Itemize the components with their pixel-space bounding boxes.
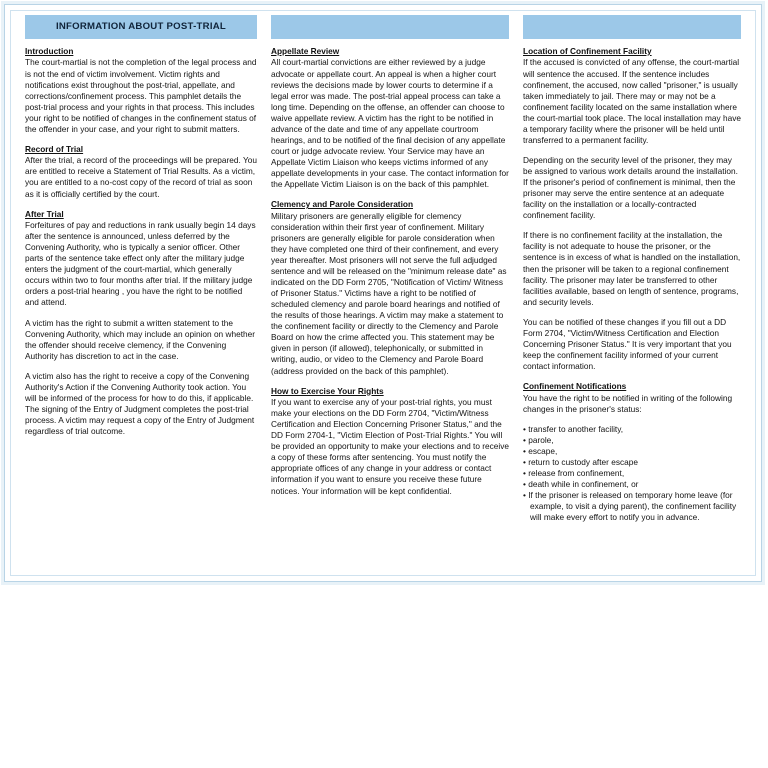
banner-column-2 [271,15,509,39]
list-item: • transfer to another facility, [523,424,741,435]
banner-column-3 [523,15,741,39]
column-post-trial-information [17,15,267,569]
section-clemency-and-parole-consideration [271,199,509,376]
pamphlet-inner-frame [10,10,756,576]
section-after-trial [25,209,257,438]
list-item: • release from confinement, [523,468,741,479]
section-paragraph: If there is no confinement facility at the installation, the facility is not adequate to house the prisoner, or the sentence is in excess of what is handled on the installation, then the prisoner will be taken to a regional confinement facility. The prisoner may later be transferred to other facilities available, based on length of sentence, programs, and security levels. [523,230,741,307]
banner-column-1 [25,15,257,39]
section-paragraph: If the accused is convicted of any offense, the court-martial will sentence the accused. If the sentence includes confinement, the accused, now called "prisoner," is usually taken immediately to jail. There may or may not be a confinement facility located on the same installation where the court-martial took place. The local installation may have a temporary facility where the prisoner will be held until transferred to a permanent facility. [523,57,741,145]
section-paragraph: Depending on the security level of the prisoner, they may be assigned to various work details around the installation. If the prisoner's period of confinement is minimal, then the prisoner may serve the entire sentence at an adequate facility on the installation or a locally-contracted confinement facility. [523,154,738,221]
section-how-to-exercise-your-rights [271,386,509,497]
section-paragraph: You have the right to be notified in writing of the following changes in the prisoner's status: [523,392,733,414]
pamphlet-page-frame [4,4,762,582]
column-appellate-and-clemency [267,15,519,569]
section-heading-after-trial: After Trial [25,208,64,219]
pamphlet-columns [11,11,755,575]
confinement-notifications-list [523,424,741,524]
section-record-of-trial [25,144,257,200]
section-heading-confinement-notifications: Confinement Notifications [523,381,627,392]
section-location-of-confinement-facility [523,46,741,372]
section-paragraph: The court-martial is not the completion of the legal process and is not the end of victim involvement. Victim rights and notifications exist throughout the post-trial, appellate, and corrections/confinement process. This pamphlet details the post-trial process and your rights in that process. This includes your right to be notified of changes in the confinement status of the offender in your case, and your right to submit matters. [25,57,257,134]
section-paragraph: A victim also has the right to receive a copy of the Convening Authority's Action if the Convening Authority took action. You will be informed of the process for how to do this, if applicable. The signing of the Entry of Judgment completes the post-trial process. A victim may request a copy of the Entry of Judgment regardless of trial outcome. [25,370,255,437]
section-appellate-review [271,46,509,190]
list-item: • If the prisoner is released on temporary home leave (for example, to visit a dying parent), the confinement facility will make every effort to notify you in advance. [523,490,741,523]
column-confinement [519,15,749,569]
section-paragraph: You can be notified of these changes if you fill out a DD Form 2704, "Victim/Witness Certification and Election Concerning Prisoner Status." It is very important that you keep the confinement facility informed of your current contact information. [523,316,732,371]
section-introduction [25,46,257,135]
section-paragraph: All court-martial convictions are either reviewed by a judge advocate or appellate court. An appeal is when a higher court reviews the decisions made by lower courts to determine if a legal error was made. The post-trial appeal process can take a long time. Depending on the offense, an offender can choose to waive appellate review. A victim has the right to be notified in advance of the date and time of any appellate courtroom hearings, and to be notified of the final decision of any appellate court or judge advocate review. Your Service may have an Appellate Victim Liaison who keeps victims informed of any appellate developments in your case. The contact information for the Appellate Victim Liaison is on the back of this pamphlet. [271,57,509,190]
section-heading-how-to-exercise-your-rights: How to Exercise Your Rights [271,385,384,396]
section-heading-clemency-and-parole: Clemency and Parole Consideration [271,199,414,210]
section-paragraph: If you want to exercise any of your post-trial rights, you must make your elections on the DD Form 2704, "Victim/Witness Certification and Election Concerning Prisoner Status," and the DD Form 2704-1, "Victim Election of Post-Trial Rights." You will be provided an opportunity to make your elections and to receive a copy of these forms after sentencing. You must notify the appropriate offices of any change in your address or contact information if you want to ensure you receive these future notices. Your information will be kept confidential. [271,397,509,496]
section-heading-location-of-confinement-facility: Location of Confinement Facility [523,46,652,56]
section-paragraph: Military prisoners are generally eligible for clemency consideration within their first year of confinement. Military prisoners are generally eligible for parole consideration when they have completed one third of their confinement, and every year thereafter. Most prisoners will not serve the full adjudged sentence and will be released on the "minimum release date" as indicated on the DD Form 2705, "Notification of Victim/ Witness of Prisoner Status." Victims have a right to be notified of scheduled clemency and parole board hearings and notified of the results of those hearings. A victim may make a statement to the confinement facility or directly to the Clemency and Parole Board on how the crime affected you. This statement may be given in person (if allowed), telephonically, or submitted in writing, audio, or video to the Clemency and Parole Board (address provided on the back of this pamphlet). [271,210,507,376]
section-paragraph: After the trial, a record of the proceedings will be prepared. You are entitled to receive a Statement of Trial Results. As a victim, you are entitled to a no-cost copy of the record of trial as soon as it is officially certified by the court. [25,155,257,199]
list-item: • return to custody after escape [523,457,741,468]
list-item: • escape, [523,446,741,457]
section-paragraph: Forfeitures of pay and reductions in rank usually begin 14 days after the sentence is announced, unless deferred by the Convening Authority, who is typically a senior officer. Other parts of the sentence take effect only after the military judge enters the judgment of the court-martial, which generally occurs within two to four months after trial. If the military judge orders a post-trial hearing , you have the right to be notified and attend. [25,220,256,308]
section-heading-record-of-trial: Record of Trial [25,143,84,154]
section-confinement-notifications [523,381,741,523]
section-heading-introduction: Introduction [25,46,74,56]
list-item: • parole, [523,435,741,446]
list-item: • death while in confinement, or [523,479,741,490]
section-heading-appellate-review: Appellate Review [271,46,340,56]
banner-title-column-1: INFORMATION ABOUT POST-TRIAL [55,21,227,33]
section-paragraph: A victim has the right to submit a written statement to the Convening Authority, which may include an opinion on whether the offender should receive clemency, if the Convening Authority has discretion to act in the case. [25,317,255,361]
